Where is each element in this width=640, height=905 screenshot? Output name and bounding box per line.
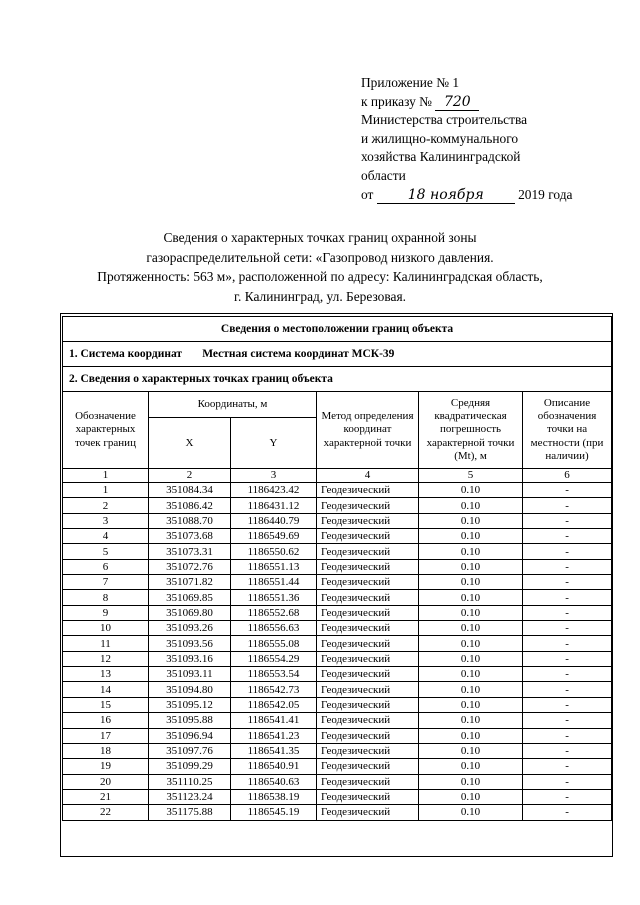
cell-error-mt: 0.10 — [419, 636, 523, 651]
cell-coord-x: 351096.94 — [149, 728, 231, 743]
cell-error-mt: 0.10 — [419, 605, 523, 620]
cell-coord-y: 1186549.69 — [231, 529, 317, 544]
ministry-line-2: и жилищно-коммунального — [361, 130, 519, 146]
header-error: Средняя квадратическая погрешность характерной точки (Mt), м — [419, 392, 523, 469]
cell-coord-x: 351084.34 — [149, 483, 231, 498]
cell-description: - — [523, 513, 612, 528]
cell-description: - — [523, 605, 612, 620]
table-row — [63, 805, 612, 820]
cell-coord-y: 1186541.41 — [231, 713, 317, 728]
cell-error-mt: 0.10 — [419, 789, 523, 804]
date-prefix: от — [361, 186, 374, 202]
cell-coord-x: 351093.56 — [149, 636, 231, 651]
cell-coord-x: 351073.31 — [149, 544, 231, 559]
cell-method: Геодезический — [317, 697, 419, 712]
cell-point-number: 14 — [63, 682, 149, 697]
date-suffix: 2019 года — [518, 186, 573, 202]
banner-coordinate-system — [63, 342, 612, 367]
ministry-line-4: области — [361, 167, 406, 183]
cell-method: Геодезический — [317, 759, 419, 774]
cell-description: - — [523, 789, 612, 804]
order-number-handwritten: 720 — [435, 95, 479, 111]
cell-error-mt: 0.10 — [419, 805, 523, 820]
title-line-3: Протяженность: 563 м», расположенной по адресу: Калининградская область, — [97, 269, 543, 284]
date-handwritten: 18 ноября — [377, 188, 515, 204]
cell-coord-x: 351175.88 — [149, 805, 231, 820]
cell-coord-y: 1186431.12 — [231, 498, 317, 513]
table-row — [63, 544, 612, 559]
ministry-line-3: хозяйства Калининградской — [361, 149, 521, 165]
cell-coord-x: 351086.42 — [149, 498, 231, 513]
cell-coord-x: 351093.26 — [149, 621, 231, 636]
order-date — [361, 186, 611, 205]
cell-method: Геодезический — [317, 743, 419, 758]
cell-coord-y: 1186553.54 — [231, 667, 317, 682]
cell-point-number: 3 — [63, 513, 149, 528]
table-row — [63, 483, 612, 498]
coord-system-value: Местная система координат МСК-39 — [202, 347, 395, 360]
cell-error-mt: 0.10 — [419, 559, 523, 574]
table-row — [63, 621, 612, 636]
cell-method: Геодезический — [317, 682, 419, 697]
cell-coord-y: 1186540.63 — [231, 774, 317, 789]
cell-description: - — [523, 697, 612, 712]
cell-error-mt: 0.10 — [419, 483, 523, 498]
cell-method: Геодезический — [317, 636, 419, 651]
cell-coord-y: 1186542.73 — [231, 682, 317, 697]
column-index-cell: 5 — [419, 469, 523, 483]
cell-coord-x: 351069.80 — [149, 605, 231, 620]
cell-method: Геодезический — [317, 651, 419, 666]
column-index-cell: 4 — [317, 469, 419, 483]
cell-method: Геодезический — [317, 529, 419, 544]
cell-point-number: 13 — [63, 667, 149, 682]
cell-description: - — [523, 805, 612, 820]
cell-description: - — [523, 713, 612, 728]
cell-point-number: 4 — [63, 529, 149, 544]
cell-method: Геодезический — [317, 713, 419, 728]
table-row — [63, 575, 612, 590]
cell-error-mt: 0.10 — [419, 621, 523, 636]
table-row — [63, 651, 612, 666]
table-row — [63, 529, 612, 544]
cell-coord-y: 1186541.23 — [231, 728, 317, 743]
cell-method: Геодезический — [317, 621, 419, 636]
cell-error-mt: 0.10 — [419, 575, 523, 590]
cell-point-number: 19 — [63, 759, 149, 774]
cell-method: Геодезический — [317, 605, 419, 620]
cell-description: - — [523, 651, 612, 666]
cell-method: Геодезический — [317, 774, 419, 789]
cell-description: - — [523, 682, 612, 697]
cell-method: Геодезический — [317, 590, 419, 605]
cell-description: - — [523, 483, 612, 498]
cell-coord-x: 351073.68 — [149, 529, 231, 544]
cell-error-mt: 0.10 — [419, 529, 523, 544]
cell-error-mt: 0.10 — [419, 682, 523, 697]
boundary-points-table — [62, 316, 612, 821]
cell-coord-y: 1186552.68 — [231, 605, 317, 620]
order-reference — [361, 93, 611, 112]
cell-coord-x: 351099.29 — [149, 759, 231, 774]
cell-method: Геодезический — [317, 483, 419, 498]
cell-method: Геодезический — [317, 789, 419, 804]
table-row — [63, 559, 612, 574]
cell-description: - — [523, 743, 612, 758]
cell-method: Геодезический — [317, 513, 419, 528]
table-row — [63, 743, 612, 758]
cell-coord-x: 351123.24 — [149, 789, 231, 804]
column-index-row — [63, 469, 612, 483]
cell-point-number: 10 — [63, 621, 149, 636]
cell-method: Геодезический — [317, 544, 419, 559]
cell-coord-x: 351069.85 — [149, 590, 231, 605]
order-prefix: к приказу № — [361, 93, 432, 109]
cell-coord-x: 351095.12 — [149, 697, 231, 712]
cell-coord-x: 351097.76 — [149, 743, 231, 758]
cell-point-number: 7 — [63, 575, 149, 590]
cell-coord-x: 351095.88 — [149, 713, 231, 728]
banner-location-info: Сведения о местоположении границ объекта — [63, 317, 612, 342]
column-index-cell: 2 — [149, 469, 231, 483]
header-x: X — [149, 418, 231, 469]
header-point: Обозначение характерных точек границ — [63, 392, 149, 469]
cell-description: - — [523, 759, 612, 774]
cell-description: - — [523, 621, 612, 636]
cell-point-number: 21 — [63, 789, 149, 804]
cell-description: - — [523, 544, 612, 559]
table-row — [63, 513, 612, 528]
column-index-cell: 1 — [63, 469, 149, 483]
cell-point-number: 12 — [63, 651, 149, 666]
cell-coord-y: 1186551.13 — [231, 559, 317, 574]
cell-error-mt: 0.10 — [419, 759, 523, 774]
cell-method: Геодезический — [317, 805, 419, 820]
cell-coord-y: 1186554.29 — [231, 651, 317, 666]
cell-description: - — [523, 667, 612, 682]
header-method: Метод определения координат характерной точки — [317, 392, 419, 469]
cell-error-mt: 0.10 — [419, 498, 523, 513]
cell-error-mt: 0.10 — [419, 651, 523, 666]
cell-error-mt: 0.10 — [419, 590, 523, 605]
appendix-block — [361, 74, 611, 204]
document-title — [60, 228, 580, 306]
cell-coord-x: 351094.80 — [149, 682, 231, 697]
cell-coord-x: 351110.25 — [149, 774, 231, 789]
cell-error-mt: 0.10 — [419, 774, 523, 789]
cell-error-mt: 0.10 — [419, 713, 523, 728]
cell-point-number: 8 — [63, 590, 149, 605]
cell-method: Геодезический — [317, 498, 419, 513]
cell-method: Геодезический — [317, 728, 419, 743]
table-row — [63, 697, 612, 712]
cell-point-number: 17 — [63, 728, 149, 743]
cell-description: - — [523, 636, 612, 651]
cell-method: Геодезический — [317, 559, 419, 574]
cell-point-number: 18 — [63, 743, 149, 758]
cell-method: Геодезический — [317, 575, 419, 590]
table-row — [63, 590, 612, 605]
table-row — [63, 682, 612, 697]
cell-coord-y: 1186550.62 — [231, 544, 317, 559]
cell-coord-x: 351072.76 — [149, 559, 231, 574]
cell-description: - — [523, 774, 612, 789]
table-row — [63, 498, 612, 513]
cell-description: - — [523, 498, 612, 513]
cell-error-mt: 0.10 — [419, 513, 523, 528]
appendix-title: Приложение № 1 — [361, 75, 460, 90]
cell-coord-y: 1186542.05 — [231, 697, 317, 712]
banner-points-info: 2. Сведения о характерных точках границ объекта — [63, 367, 612, 392]
cell-description: - — [523, 575, 612, 590]
cell-description: - — [523, 559, 612, 574]
cell-point-number: 22 — [63, 805, 149, 820]
cell-coord-y: 1186551.36 — [231, 590, 317, 605]
cell-error-mt: 0.10 — [419, 697, 523, 712]
header-y: Y — [231, 418, 317, 469]
cell-point-number: 20 — [63, 774, 149, 789]
cell-point-number: 1 — [63, 483, 149, 498]
cell-coord-y: 1186538.19 — [231, 789, 317, 804]
table-row — [63, 789, 612, 804]
cell-coord-y: 1186555.08 — [231, 636, 317, 651]
column-index-cell: 3 — [231, 469, 317, 483]
header-description: Описание обозначения точки на местности (при наличии) — [523, 392, 612, 469]
cell-coord-x: 351093.16 — [149, 651, 231, 666]
cell-point-number: 16 — [63, 713, 149, 728]
cell-method: Геодезический — [317, 667, 419, 682]
cell-error-mt: 0.10 — [419, 728, 523, 743]
table-row — [63, 636, 612, 651]
cell-description: - — [523, 590, 612, 605]
table-row — [63, 667, 612, 682]
cell-coord-y: 1186440.79 — [231, 513, 317, 528]
cell-error-mt: 0.10 — [419, 743, 523, 758]
header-coords: Координаты, м — [149, 392, 317, 418]
cell-point-number: 15 — [63, 697, 149, 712]
cell-error-mt: 0.10 — [419, 544, 523, 559]
title-line-1: Сведения о характерных точках границ охранной зоны — [163, 230, 477, 245]
ministry-line-1: Министерства строительства — [361, 112, 528, 128]
cell-coord-y: 1186556.63 — [231, 621, 317, 636]
table-row — [63, 774, 612, 789]
cell-coord-y: 1186551.44 — [231, 575, 317, 590]
table-row — [63, 759, 612, 774]
table-row — [63, 713, 612, 728]
table-row — [63, 728, 612, 743]
table-row — [63, 605, 612, 620]
cell-description: - — [523, 728, 612, 743]
cell-point-number: 2 — [63, 498, 149, 513]
cell-point-number: 11 — [63, 636, 149, 651]
column-index-cell: 6 — [523, 469, 612, 483]
cell-point-number: 5 — [63, 544, 149, 559]
title-line-2: газораспределительной сети: «Газопровод низкого давления. — [146, 249, 494, 265]
cell-coord-y: 1186540.91 — [231, 759, 317, 774]
title-line-4: г. Калининград, ул. Березовая. — [234, 288, 406, 304]
cell-coord-y: 1186423.42 — [231, 483, 317, 498]
cell-point-number: 9 — [63, 605, 149, 620]
cell-error-mt: 0.10 — [419, 667, 523, 682]
cell-coord-x: 351088.70 — [149, 513, 231, 528]
cell-point-number: 6 — [63, 559, 149, 574]
cell-coord-y: 1186545.19 — [231, 805, 317, 820]
cell-coord-x: 351093.11 — [149, 667, 231, 682]
cell-description: - — [523, 529, 612, 544]
cell-coord-x: 351071.82 — [149, 575, 231, 590]
coord-system-label: 1. Система координат — [69, 347, 183, 360]
cell-coord-y: 1186541.35 — [231, 743, 317, 758]
